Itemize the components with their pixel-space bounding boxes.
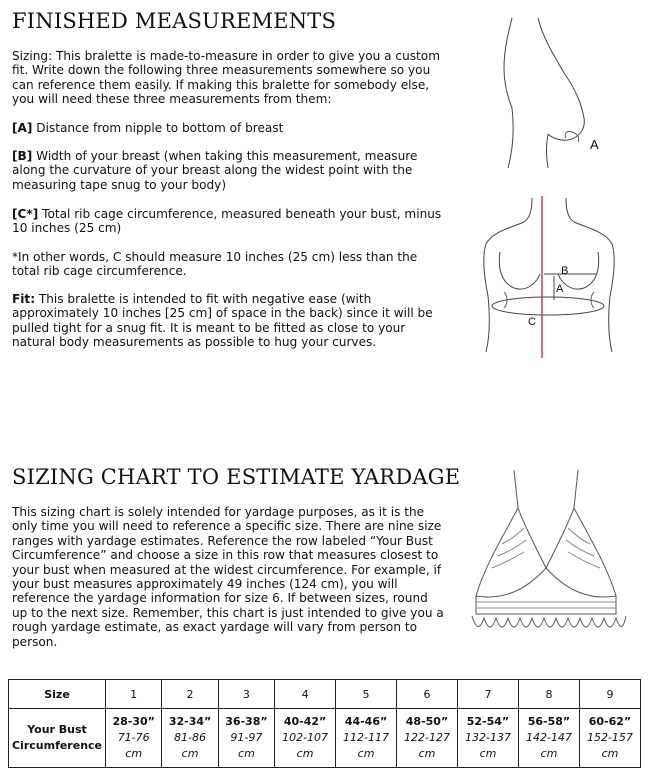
sizing-chart-body: This sizing chart is solely intended for yardage purposes, as it is the only time you will need to reference a specific size. There are nine size ranges with yardage estimates. Reference the row labeled “Your Bust Circumference” and choose a size in this row that measures closest to your bust when measured at the widest circumference. For example, if your bust measures approximately 49 inches (124 cm), you will reference the yardage information for size 6. If between sizes, round up to the next size. Remember, this chart is just intended to give you a rough yardage estimate, as exact yardage will vary from person to person.: [12, 505, 444, 649]
bust-cm: 142-147: [525, 731, 572, 744]
size-cell: 8: [518, 680, 579, 709]
bust-cm: 102-107: [282, 731, 329, 744]
size-cell: 9: [579, 680, 640, 709]
bust-cm: 122-127: [404, 731, 450, 744]
size-cell: 6: [397, 680, 458, 709]
measurement-c-text: Total rib cage circumference, measured beneath your bust, minus 10 inches (25 cm): [12, 207, 442, 236]
measurement-b-key: [B]: [12, 149, 33, 163]
bust-cm-unit: cm: [125, 747, 143, 760]
sizing-table: [8, 679, 641, 768]
diagram-label-a-side: A: [590, 137, 599, 152]
measurement-c-note: *In other words, C should measure 10 inches (25 cm) less than the total rib cage circumference.: [12, 250, 418, 279]
sizing-intro: Sizing: This bralette is made-to-measure in order to give you a custom fit. Write down the following three measurements somewhere so you can reference them easily. If making this bralette for somebody else, you will need these three measurements from them:: [12, 49, 440, 107]
measurement-c-key: [C*]: [12, 207, 39, 221]
bust-label-line2: Circumference: [11, 739, 103, 752]
bralette-illustration: [462, 468, 634, 648]
measurement-b-text: Width of your breast (when taking this measurement, measure along the curvature of your breast along the widest point with the measuring tape snug to your body): [12, 149, 418, 192]
bust-cm-unit: cm: [540, 747, 558, 760]
bust-inches: 48-50”: [405, 715, 449, 728]
size-row: [9, 680, 641, 709]
size-cell: 2: [162, 680, 218, 709]
bust-cell: [162, 709, 218, 768]
bust-inches: 28-30”: [112, 715, 155, 728]
bust-cell: [106, 709, 162, 768]
bust-label-line1: Your Bust: [27, 723, 87, 736]
size-cell: 7: [457, 680, 518, 709]
size-row-label: Size: [9, 680, 106, 709]
bust-inches: 44-46”: [344, 715, 388, 728]
bust-row: [9, 709, 641, 768]
bust-inches: 40-42”: [283, 715, 327, 728]
bust-inches: 36-38”: [225, 715, 268, 728]
bust-cm-unit: cm: [601, 747, 619, 760]
bust-cm: 152-157: [586, 731, 633, 744]
bust-cell: [457, 709, 518, 768]
size-cell: 1: [106, 680, 162, 709]
bust-cell: [518, 709, 579, 768]
size-cell: 5: [336, 680, 397, 709]
measurement-a-key: [A]: [12, 121, 33, 135]
bust-cm-unit: cm: [357, 747, 375, 760]
bust-cm: 91-97: [230, 731, 263, 744]
bust-inches: 52-54”: [466, 715, 510, 728]
bust-cm-unit: cm: [238, 747, 255, 760]
section-title-sizing-chart: SIZING CHART TO ESTIMATE YARDAGE: [12, 465, 461, 489]
size-cell: 4: [275, 680, 336, 709]
bust-cm: 112-117: [343, 731, 390, 744]
bust-cell: [218, 709, 274, 768]
diagram-label-c-front: C: [528, 316, 536, 328]
measurement-a-text: Distance from nipple to bottom of breast: [32, 121, 284, 135]
fit-text: This bralette is intended to fit with negative ease (with approximately 10 inches [25 cm] of space in the back) since it will be pulled tight for a snug fit. It is meant to be fitted as close to your natural body measurements as possible to hug your curves.: [12, 292, 433, 350]
measurement-c: [12, 207, 442, 236]
bust-cm: 132-137: [464, 731, 511, 744]
bust-cell: [397, 709, 458, 768]
fit-paragraph: [12, 292, 442, 350]
measurement-b: [12, 149, 442, 192]
bust-cm: 71-76: [117, 731, 150, 744]
bust-cm-unit: cm: [479, 747, 497, 760]
bust-cm-unit: cm: [296, 747, 314, 760]
bust-row-label: [9, 709, 106, 768]
bust-cell: [275, 709, 336, 768]
bust-cell: [336, 709, 397, 768]
bust-cm: 81-86: [174, 731, 207, 744]
bust-inches: 32-34”: [168, 715, 212, 728]
bust-cell: [579, 709, 640, 768]
diagram-label-b-front: B: [561, 265, 569, 277]
section-title-finished-measurements: FINISHED MEASUREMENTS: [12, 9, 337, 33]
bust-inches: 56-58”: [527, 715, 571, 728]
front-torso-diagram: [474, 196, 624, 358]
fit-key: Fit:: [12, 292, 36, 306]
bust-cm-unit: cm: [418, 747, 436, 760]
diagram-label-a-front: A: [556, 283, 564, 295]
bust-inches: 60-62”: [588, 715, 632, 728]
size-cell: 3: [218, 680, 274, 709]
bust-cm-unit: cm: [181, 747, 199, 760]
side-profile-diagram: [490, 16, 620, 176]
measurement-a: [12, 121, 442, 135]
